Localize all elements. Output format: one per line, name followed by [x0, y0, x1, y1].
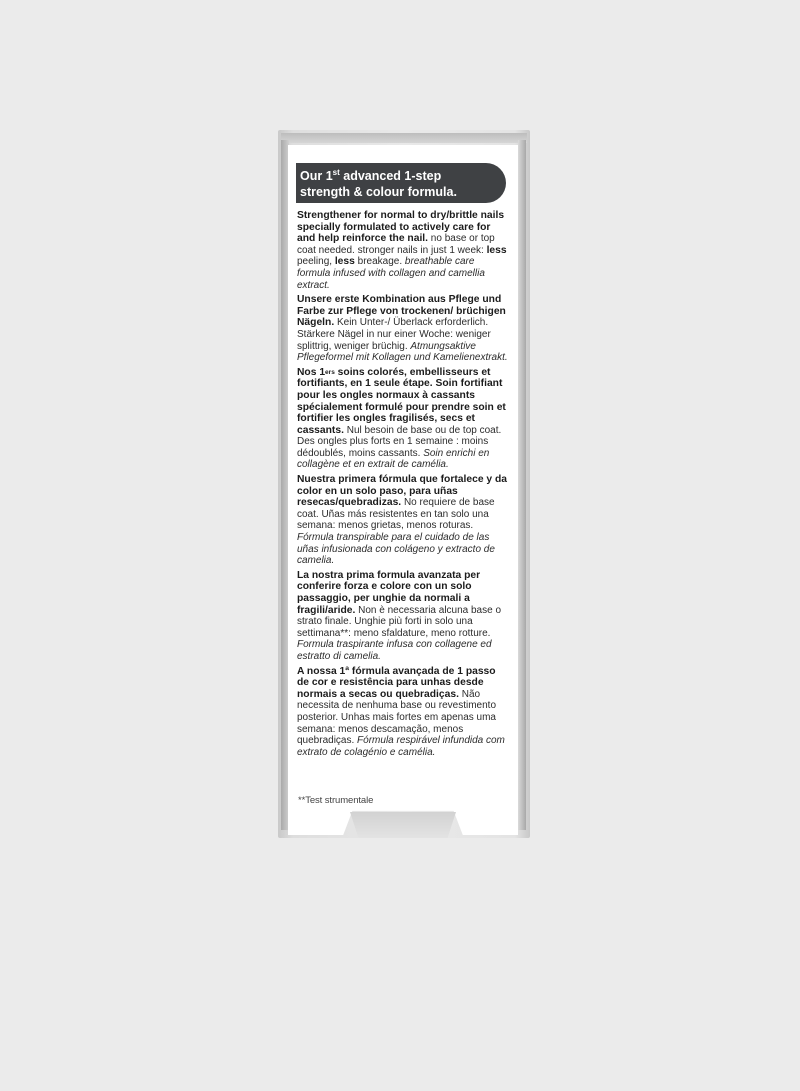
- package-bottom-notch: [350, 812, 456, 838]
- footnote: **Test strumentale: [298, 795, 374, 806]
- product-copy: [297, 210, 510, 761]
- headline-banner: [296, 163, 506, 203]
- headline-line-2: strength & colour formula.: [300, 185, 457, 199]
- copy-german: Unsere erste Kombination aus Pflege und Farbe zur Pflege von trockenen/ brüchigen Nägeln. Kein Unter-/ Überlack erforderlich. Stärkere Nägel in nur einer Woche: weniger splittrig, weniger brüchig. Atmungsaktive Pflegeformel mit Kollagen und Kamelienextrakt.: [297, 294, 508, 364]
- headline-line-1: Our 1st advanced 1-step: [300, 168, 442, 183]
- package-right-edge: [518, 140, 526, 830]
- copy-italian: La nostra prima formula avanzata per conferire forza e colore con un solo passaggio, per unghie da normali a fragili/aride. Non è necessaria alcuna base o strato finale. Unghie più forti in solo una settimana**: meno sfaldature, meno rotture. Formula traspirante infusa con collagene ed estratto di camelia.: [297, 569, 502, 662]
- package-top-edge: [281, 133, 527, 143]
- copy-french: Nos 1ers soins colorés, embellisseurs et fortifiants, en 1 seule étape. Soin fortifiant pour les ongles normaux à cassants spécialement formulé pour prendre soin et fortifier les ongles fragilisés, secs et cassants. Nul besoin de base ou de top coat. Des ongles plus forts en 1 semaine : moins dédoublés, moins cassants. Soin enrichi en collagène et en extrait de camélia.: [297, 366, 506, 471]
- copy-portuguese: A nossa 1ª fórmula avançada de 1 passo de cor e resistência para unhas desde normais a secas ou quebradiças. Não necessita de nenhuma base ou revestimento posterior. Unhas mais fortes em apenas uma semana: menos descamação, menos quebradiças. Fórmula respirável infundida com extrato de colagénio e camélia.: [297, 665, 505, 758]
- copy-english: Strengthener for normal to dry/brittle nails specially formulated to actively care for and help reinforce the nail. no base or top coat needed. stronger nails in just 1 week: less peeling, less breakage. breathable care formula infused with collagen and camellia extract.: [297, 210, 507, 291]
- package-left-edge: [281, 140, 289, 830]
- copy-spanish: Nuestra primera fórmula que fortalece y da color en un solo paso, para uñas resecas/quebradizas. No requiere de base coat. Uñas más resistentes en tan solo una semana: menos grietas, menos roturas. Fórmula transpirable para el cuidado de las uñas infusionada con colágeno y extracto de camelia.: [297, 474, 508, 567]
